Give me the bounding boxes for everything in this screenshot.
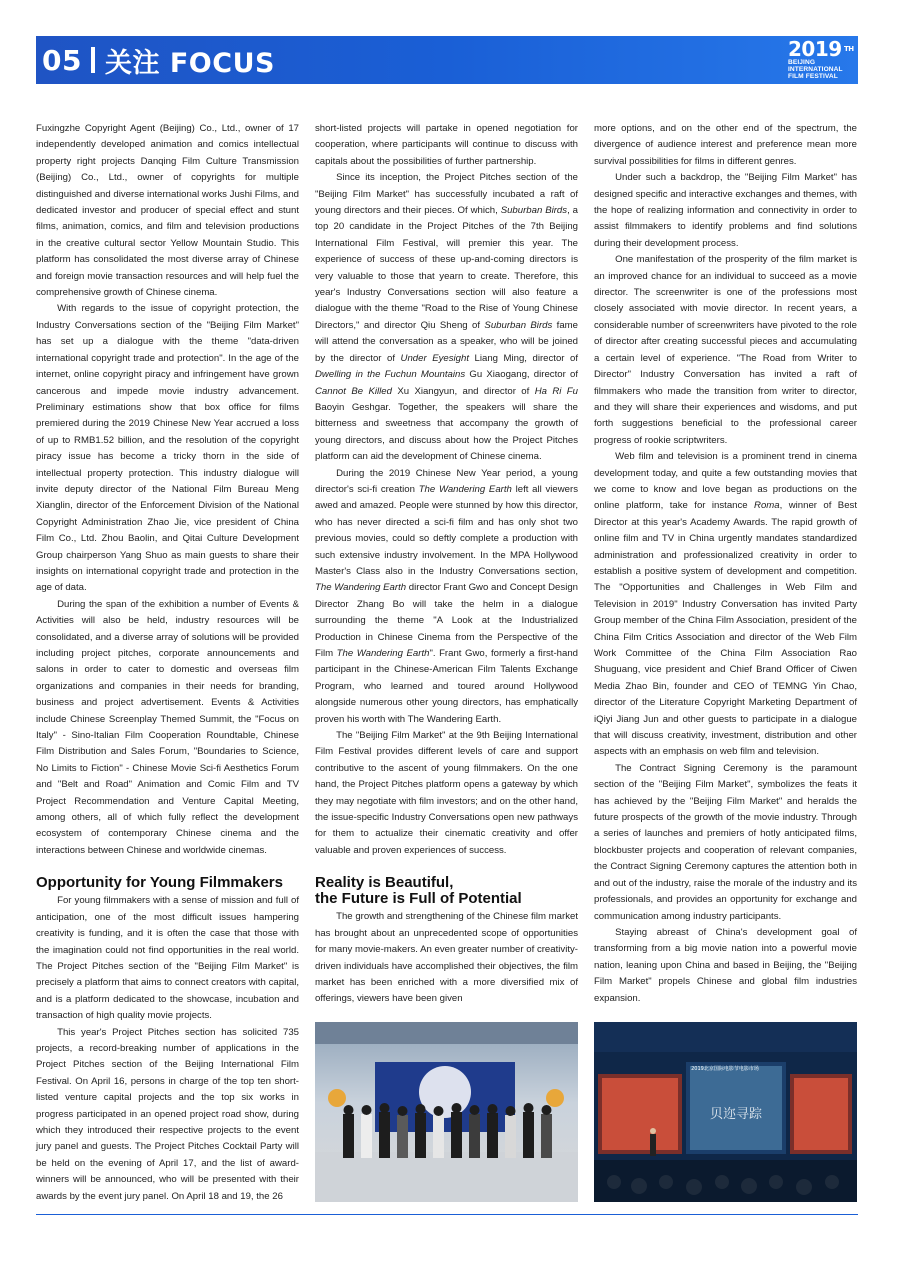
paragraph: Since its inception, the Project Pitches section of the "Beijing Film Market" has successfully incubated a raft of young directors and their pieces. Of which, Suburban Birds, a top 20 candidate in the Project Pitches of the 7th Beijing International Film Festival, will premier this year. The experience of success of these up-and-coming directors is very valuable to those that yearn to create. Therefore, this year's Industry Conversations section will also feature a dialogue with the theme "Road to the Rise of Young Chinese Directors," and director Qiu Sheng of Suburban Birds fame will attend the conversation as a speaker, who will be joined by the director of Under Eyesight Liang Ming, director of Dwelling in the Fuchun Mountains Gu Xiaogang, director of Cannot Be Killed Xu Xiangyun, and director of Ha Ri Fu Baoyin Geshgar. Together, the speakers will share the bitterness and sweetness that accompany the growth of young directors, and discuss about how the Project Pitches platform can aid the development of Chinese cinema. [315,172,579,463]
conference-photo-illustration [594,1022,857,1202]
group-photo-illustration [315,1022,578,1202]
header-separator [91,47,95,73]
page-header [36,36,858,84]
paragraph: Web film and television is a prominent trend in cinema development today, and quite a few outstanding movies that we come to know and love began as productions on the online platform, take for instance Roma, winner of Best Director at this year's Academy Awards. The rapid growth of online film and TV in China urgently mandates standardized administration and professionalized creativity in order to establish a positive system of development and competition. The "Opportunities and Challenges in Web Film and Television in 2019" Industry Conversation has invited Party Group member of the China Film Association, president of the China Film Critics Association and director of the Web Film Work Committee of the China Film Association Rao Shuguang, vice president and Chief Brand Officer of Ciwen Media Zhao Bin, founder and CEO of TEMNG Yin Chao, director of the Literature Copyright Marketing Department of iQiyi Jiang Jun and other guests to participate in a dialogue that will discuss creativity, investment, distribution and other aspects with an emphasis on web film and television. [594,451,857,758]
screen-title: 贝迩寻踪 [709,1107,763,1122]
paragraph: Fuxingzhe Copyright Agent (Beijing) Co., Ltd., owner of 17 independently developed animation and comics intellectual property right projects Danqing Film Culture Transmission (Beijing) Co., Ltd., owner of copyrights for multiple distinguished and diverse international works Jushi Films, and dedicated investor and producer of special effect and stunt films, animation, comics, and film and television productions in the creative cultural sector Yellow Mountain Studio. This platform has consolidated the most diverse array of Chinese and foreign movie transaction resources and will help fuel the comprehensive growth of Chinese cinema. [36,123,299,299]
paragraph: With regards to the issue of copyright protection, the Industry Conversations section of the "Beijing Film Market" has set up a dialogue with the theme "data-driven international copyright trade and protection". In the age of the internet, online copyright piracy and infringement have grown cancerous and impede movie industry advancement. Preliminary estimations show that box office for films premiered during the 2019 Chinese New Year accrued a loss of up to RMB1.52 billion, and the resolution of the copyright piracy issue has become a tricky thorn in the side of intellectual property protection. This industry dialogue will invite deputy director of the National Film Bureau Meng Xianglin, director of the Enforcement Division of the National Copyright Administration Zhao Jie, vice president of China Film Co., Ltd. Zhou Baolin, and Qitai Culture Development Group chairperson Yang Shuo as main guests to share their insights on international copyright trade and protection in the age of data. [36,303,299,594]
paragraph: Under such a backdrop, the "Beijing Film Market" has designed specific and interactive exchanges and themes, with the hope of realizing information and connectivity in order to assist filmmakers to identify problems and find solutions during their development process. [594,172,857,249]
column-2 [315,121,578,1008]
paragraph: During the 2019 Chinese New Year period, a young director's sci-fi creation The Wandering Earth left all viewers awed and amazed. People were stunned by how this director, who has never directed a sci-fi film and has only shot two previous movies, could so deftly complete a production with such extensive industry involvement. In the MPA Hollywood Master's Class also in the Industry Conversations section, The Wandering Earth director Frant Gwo and Concept Design Director Zhang Bo will take the helm in a dialogue surrounding the theme "A Look at the Industrialized Production in Chinese Cinema from the Perspective of the Film The Wandering Earth". Frant Gwo, formerly a first-hand participant in the Chinese-American Film Talents Exchange Program, who learned and toured around Hollywood alongside numerous other young directors, has emphatically proven his worth with The Wandering Earth. [315,467,579,725]
section-heading: Opportunity for Young Filmmakers [36,874,283,892]
festival-logo [788,37,858,80]
paragraph: For young filmmakers with a sense of mission and full of anticipation, one of the most difficult issues hampering creativity is funding, and it is often the case that those with the imagination could not find opportunities in the real world. The Project Pitches section of the "Beijing Film Market" is precisely a platform that aims to connect creators with capital, and is a platform dedicated to the showcase, incubation and transaction of high quality movie projects. [36,895,299,1022]
banner-caption: 2019北京国际电影节电影市场 [691,1066,759,1072]
festival-name-line3: FILM FESTIVAL [788,73,838,80]
paragraph: One manifestation of the prosperity of the film market is an improved chance for an individual to succeed as a movie director. The screenwriter is one of the professions most closely associated with movie director. In recent years, a considerable number of screenwriters have pivoted to the role of director after creating successful pieces and accumulating a certain level of experience. "The Road from Writer to Director" Industry Conversation has invited a raft of filmmakers who made the transition from writer to director, and they will share their experiences and wisdoms, and put forth suggestions beneficial to the professional career progress of rookie scriptwriters. [594,254,857,446]
page-number: 05 [42,43,82,77]
header-section-label [36,41,275,80]
section-title: 关注 FOCUS [104,47,275,79]
paragraph: The "Beijing Film Market" at the 9th Beijing International Film Festival provides different levels of care and support contributive to the ascent of young filmmakers. On the one hand, the Project Pitches platform opens a gateway by which they may negotiate with film investors; and on the other hand, the issue-specific Industry Conversations open new pathways for them to actualize their cinematic creativity and offer valuable and proven experiences of success. [315,730,578,856]
paragraph: The Contract Signing Ceremony is the paramount section of the "Beijing Film Market", symbolizes the feats it has achieved by the "Beijing Film Market" and heralds the future prospects of the growth of the movie industry. Through a series of launches and premiers of hotly anticipated films, blockbuster projects and cooperation of relevant companies, the Contract Signing Ceremony captures the attention both in and out of the industry, raise the morale of the industry and its professionals, and provides an opportunity for exchange and communication among industry participants. [594,762,857,922]
festival-year: 2019 TH [788,37,854,61]
festival-name-line2: INTERNATIONAL [788,66,843,73]
paragraph: more options, and on the other end of the spectrum, the divergence of audience interest and preference mean more survival possibilities for films in different genres. [594,123,857,167]
footer-rule [36,1214,858,1215]
paragraph: Staying abreast of China's development goal of transforming from a big movie nation into a powerful movie nation, leaning upon China and based in Beijing, the "Beijing Film Market" propels Chinese and global film industries expansion. [594,926,857,1004]
conference-photo [594,1022,857,1202]
festival-name-line1: BEIJING [788,59,816,66]
section-heading: Reality is Beautiful, the Future is Full of Potential [315,874,522,908]
paragraph: This year's Project Pitches section has solicited 735 projects, a record-breaking number of applications in the Project Pitches section of the Beijing International Film Festival. On April 16, persons in charge of the top ten short-listed venture capital projects and the top six works in progress participated in an opened project road show, during which they introduced their respective projects to the event jury panel and guests. The Project Pitches Cocktail Party will be held on the evening of April 17, and the list of award-winners will be announced, who will be presented with their awards by the event jury panel. On April 18 and 19, the 26 [36,1026,299,1202]
paragraph: The growth and strengthening of the Chinese film market has brought about an unprecedented scope of opportunities for many movie-makers. An even greater number of creativity-driven individuals have accomplished their objectives, the film market has been enriched with a more diversified mix of offerings, viewers have been given [315,911,578,1005]
group-photo [315,1022,578,1202]
paragraph: During the span of the exhibition a number of Events & Activities will also be held, industry resources will be consolidated, and a diverse array of solutions will be provided including project pitches, corporate announcements and salons in order to cater to domestic and overseas film organizations and companies in their needs for branding, business and project advertisement. Events & Activities include Chinese Screenplay Themed Summit, the "Focus on Italy" - Sino-Italian Film Cooperation Roundtable, Chinese Film Distribution and Sales Forum, "Boundaries to Science, No Limits to Fiction" - Chinese Movie Sci-fi Aesthetics Forum and "Belt and Road" Animation and Comic Film and TV Project Recommendation and Venture Capital Meeting, among others, all of which fully reflect the development ecosystem of contemporary Chinese cinema and the interactions between Chinese and worldwide cinemas. [36,598,299,856]
paragraph: short-listed projects will partake in opened negotiation for cooperation, where participants will continue to discuss with capitals about the possibilities of further partnership. [315,123,578,167]
column-3 [594,121,857,1007]
column-1 [36,121,299,1205]
